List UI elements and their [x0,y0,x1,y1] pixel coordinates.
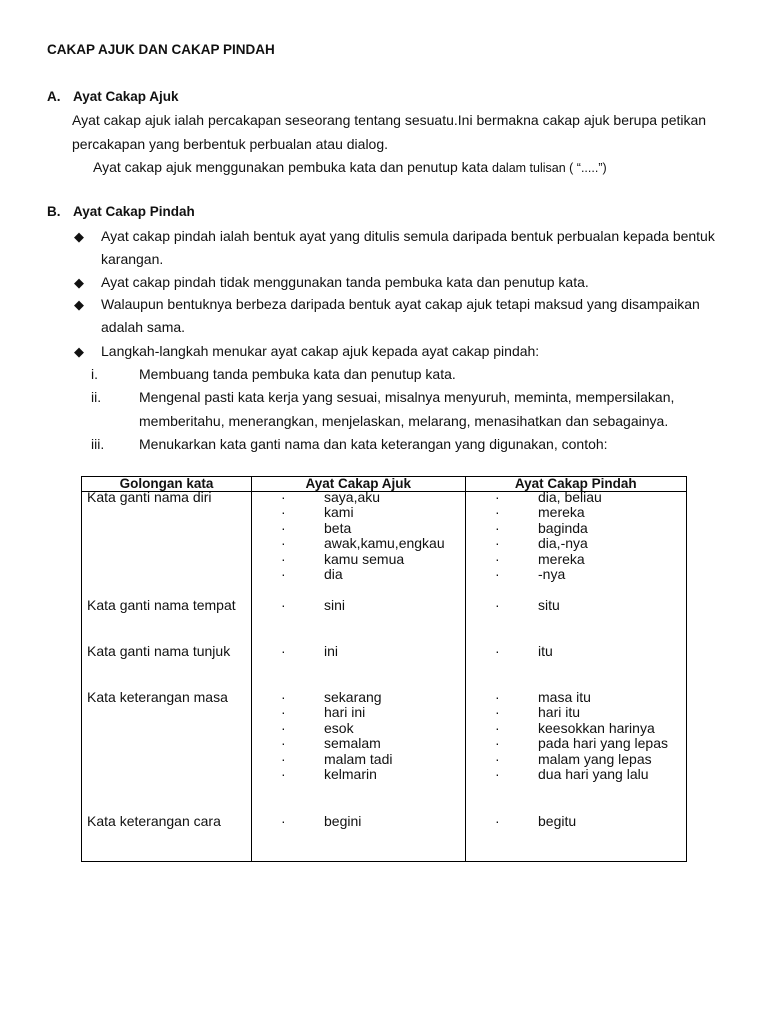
header-golongan-kata: Golongan kata [82,477,252,492]
group-name: Kata keterangan masa [87,689,228,705]
dot-bullet-icon: · [281,766,286,782]
pindah-word: keesokkan harinya [538,719,655,736]
dot-bullet-icon: · [495,689,500,705]
dot-bullet-icon: · [281,597,286,613]
ajuk-word: sini [324,597,346,613]
bullet-item [74,271,734,294]
ajuk-word: hari ini [324,704,366,721]
step-number: i. [91,366,98,382]
ajuk-word: esok [324,719,354,736]
dot-bullet-icon: · [495,489,500,505]
pindah-word: -nya [538,566,566,582]
document-title: CAKAP AJUK DAN CAKAP PINDAH [47,42,275,57]
dot-bullet-icon: · [495,550,500,567]
ajuk-word: semalam [324,735,381,752]
dot-bullet-icon: · [281,643,286,659]
section-a-line-1: Ayat cakap ajuk ialah percakapan seseorang tentang sesuatu.Ini bermakna cakap ajuk berupa petikan [72,112,707,128]
dot-bullet-icon: · [495,735,500,752]
step-text: Menukarkan kata ganti nama dan kata keterangan yang digunakan, contoh: [139,436,608,452]
step-text: Mengenal pasti kata kerja yang sesuai, misalnya menyuruh, meminta, mempersilakan, memberitahu, menerangkan, menjelaskan, melarang, menasihatkan dan sebagainya. [139,389,675,429]
dot-bullet-icon: · [495,719,500,736]
bullet-text: Ayat cakap pindah tidak menggunakan tanda pembuka kata dan penutup kata. [101,274,589,290]
section-a-paragraph-2 [93,159,607,175]
diamond-bullet-icon: ◆ [74,229,84,244]
ajuk-word: kelmarin [324,766,377,782]
ajuk-word: kami [324,504,354,521]
bullet-text: Ayat cakap pindah ialah bentuk ayat yang ditulis semula daripada bentuk perbualan kepada bentuk karangan. [101,228,715,267]
dot-bullet-icon: · [281,489,286,505]
step-number: ii. [91,389,102,405]
ajuk-word: sekarang [324,689,382,705]
bullet-text: Langkah-langkah menukar ayat cakap ajuk kepada ayat cakap pindah: [101,343,540,359]
pindah-word: hari itu [538,704,581,721]
dot-bullet-icon: · [281,519,286,536]
diamond-bullet-icon: ◆ [74,297,84,312]
section-a-heading [47,89,179,104]
group-name: Kata ganti nama tempat [87,597,236,613]
pindah-word: situ [538,597,560,613]
dot-bullet-icon: · [281,689,286,705]
section-b-letter: B. [47,204,61,219]
ajuk-word: ini [324,643,339,659]
step-item [91,432,731,456]
pindah-word: dia,-nya [538,535,588,552]
pindah-word: mereka [538,550,585,567]
ajuk-word: saya,aku [324,489,381,505]
dot-bullet-icon: · [495,704,500,721]
pindah-word: mereka [538,504,585,521]
dot-bullet-icon: · [281,719,286,736]
ajuk-word: kamu semua [324,550,405,567]
section-a-line-2: percakapan yang berbentuk perbualan atau dialog. [72,136,389,152]
dot-bullet-icon: · [281,535,286,552]
dot-bullet-icon: · [495,766,500,782]
diamond-bullet-icon: ◆ [74,344,84,359]
bullet-text: Walaupun bentuknya berbeza daripada bentuk ayat cakap ajuk tetapi maksud yang disampaikan adalah sama. [101,296,700,335]
section-a-paragraph [72,108,732,156]
pindah-word: begitu [538,813,577,829]
step-text: Membuang tanda pembuka kata dan penutup kata. [139,366,456,382]
bullet-item [74,293,734,339]
group-name: Kata ganti nama tunjuk [87,643,231,659]
dot-bullet-icon: · [281,750,286,767]
dot-bullet-icon: · [495,519,500,536]
pindah-word: dua hari yang lalu [538,766,649,782]
pindah-word: malam yang lepas [538,750,652,767]
pindah-word: masa itu [538,689,591,705]
dot-bullet-icon: · [281,550,286,567]
section-a-para2-main: Ayat cakap ajuk menggunakan pembuka kata dan penutup kata [93,159,493,175]
section-a-letter: A. [47,89,61,104]
dot-bullet-icon: · [495,597,500,613]
dot-bullet-icon: · [495,566,500,582]
group-name: Kata ganti nama diri [87,489,212,505]
section-a-title: Ayat Cakap Ajuk [73,89,179,104]
dot-bullet-icon: · [281,813,286,829]
step-item [91,362,731,386]
table-body [81,490,687,862]
dot-bullet-icon: · [281,504,286,521]
step-item [91,385,731,433]
ajuk-word: awak,kamu,engkau [324,535,445,552]
ajuk-word: malam tadi [324,750,393,767]
section-b-heading [47,204,195,219]
ajuk-word: beta [324,519,352,536]
pindah-word: baginda [538,519,588,536]
ajuk-word: begini [324,813,362,829]
dot-bullet-icon: · [281,735,286,752]
dot-bullet-icon: · [281,704,286,721]
dot-bullet-icon: · [495,643,500,659]
diamond-bullet-icon: ◆ [74,275,84,290]
pindah-word: pada hari yang lepas [538,735,668,752]
dot-bullet-icon: · [281,566,286,582]
header-ayat-cakap-ajuk: Ayat Cakap Ajuk [252,477,465,492]
ajuk-word: dia [324,566,343,582]
dot-bullet-icon: · [495,813,500,829]
section-a-para2-quote: dalam tulisan ( “.....”) [492,161,607,175]
section-b-title: Ayat Cakap Pindah [73,204,195,219]
header-ayat-cakap-pindah: Ayat Cakap Pindah [465,477,686,492]
dot-bullet-icon: · [495,750,500,767]
dot-bullet-icon: · [495,535,500,552]
pindah-word: itu [538,643,553,659]
bullet-item [74,340,734,363]
dot-bullet-icon: · [495,504,500,521]
group-name: Kata keterangan cara [87,813,221,829]
step-number: iii. [91,436,105,452]
pindah-word: dia, beliau [538,489,602,505]
bullet-item [74,225,734,271]
